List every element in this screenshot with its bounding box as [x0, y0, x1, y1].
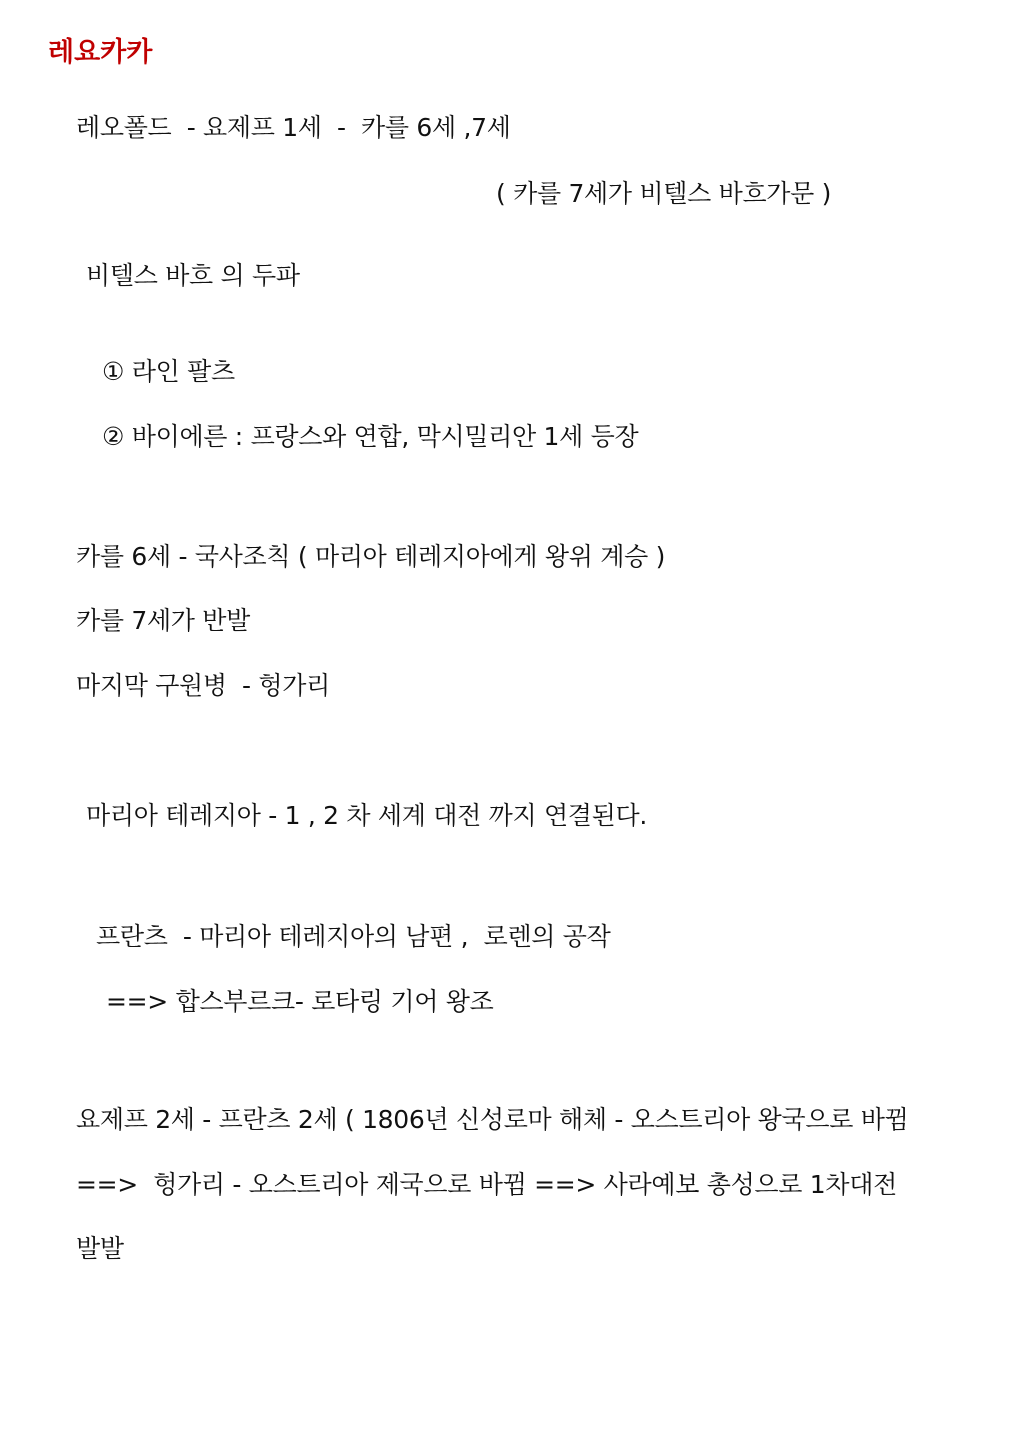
text-line-pragmatic-sanction: 카를 6세 - 국사조칙 ( 마리아 테레지아에게 왕위 계승 ) — [76, 542, 666, 571]
text-line-joseph-ii: 요제프 2세 - 프란츠 2세 ( 1806년 신성로마 해체 - 오스트리아 왕국으로 바뀜 — [76, 1105, 909, 1134]
list-item-palatinate: ① 라인 팔츠 — [102, 357, 235, 386]
text-line-austrian-empire: ==> 헝가리 - 오스트리아 제국으로 바뀜 ==> 사라예보 총성으로 1차대전 — [76, 1170, 897, 1199]
text-line-maria-theresa: 마리아 테레지아 - 1 , 2 차 세계 대전 까지 연결된다. — [86, 801, 647, 830]
text-line-wittelsbach-branches: 비텔스 바흐 의 두파 — [86, 261, 300, 290]
text-line-succession: 레오폴드 - 요제프 1세 - 카를 6세 ,7세 — [76, 113, 511, 142]
document-title: 레요카카 — [48, 37, 153, 68]
text-line-charles-vii-opposition: 카를 7세가 반발 — [76, 606, 250, 635]
text-line-wittelsbach-note: ( 카를 7세가 비텔스 바흐가문 ) — [496, 179, 832, 208]
text-line-last-reinforcements: 마지막 구원병 - 헝가리 — [76, 671, 330, 700]
text-line-francis: 프란츠 - 마리아 테레지아의 남편 , 로렌의 공작 — [96, 922, 611, 951]
text-line-outbreak: 발발 — [76, 1234, 124, 1263]
list-item-bavaria: ② 바이에른 : 프랑스와 연합, 막시밀리안 1세 등장 — [102, 422, 639, 451]
text-line-habsburg-lorraine: ==> 합스부르크- 로타링 기어 왕조 — [106, 987, 494, 1016]
